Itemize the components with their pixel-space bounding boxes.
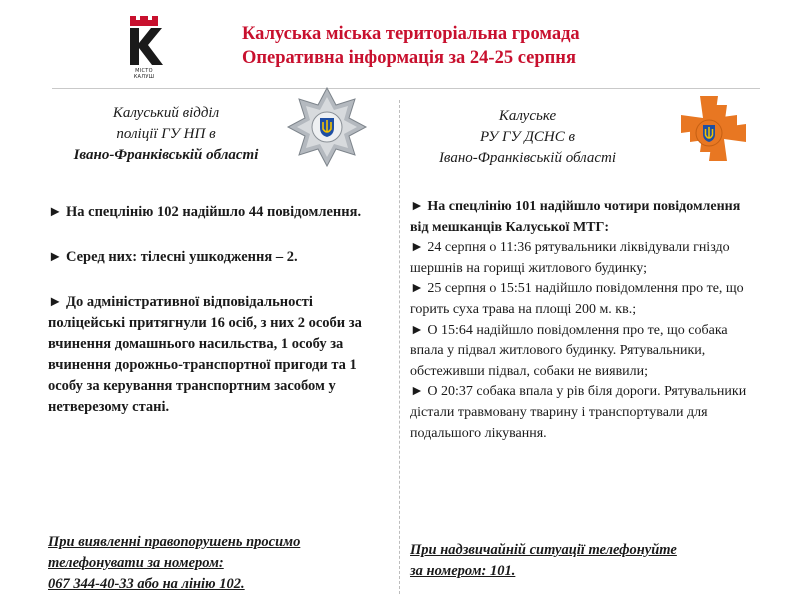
police-item: ► На спецлінію 102 надійшло 44 повідомлення. <box>48 204 362 220</box>
logo-caption <box>120 68 168 80</box>
header-divider <box>52 88 760 89</box>
dsns-item: ► О 15:64 надійшло повідомлення про те, що собака впала у підвал житлового будинку. Рятувальники, обстеживши підвал, собаки не виявили; <box>410 322 728 379</box>
dsns-heading-line2: РУ ГУ ДСНС в <box>480 129 575 145</box>
police-heading-line2: поліції ГУ НП в <box>116 126 216 142</box>
dsns-item: ► 24 серпня о 11:36 рятувальники ліквідували гніздо шершнів на горищі житлового будинку; <box>410 240 730 276</box>
dsns-footer-line1: При надзвичайній ситуації телефонуйте <box>410 542 677 558</box>
kalush-logo-icon <box>120 10 168 80</box>
dsns-item: ► О 20:37 собака впала у рів біля дороги. Рятувальники дістали травмовану тварину і транспортували для подальшого лікування. <box>410 384 747 441</box>
dsns-contact-note <box>410 540 755 582</box>
dsns-item: ► На спецлінію 101 надійшло чотири повідомлення від мешканців Калуської МТГ: <box>410 199 741 235</box>
dsns-report <box>410 197 755 444</box>
logo-caption-line2: КАЛУШ <box>133 74 155 80</box>
kalush-logo-mark <box>120 16 168 70</box>
police-phone[interactable]: 067 344-40-33 або на лінію 102. <box>48 576 245 592</box>
column-divider <box>399 100 400 594</box>
logo-caption-line1: МІСТО <box>135 68 153 74</box>
dsns-heading-line1: Калуське <box>498 108 557 124</box>
police-heading-line3: Івано-Франківській області <box>73 147 259 163</box>
header-subtitle: Оперативна інформація за 24-25 серпня <box>242 48 576 68</box>
page-header <box>242 22 762 70</box>
dsns-department-heading <box>405 106 650 169</box>
police-item: ► До адміністративної відповідальності поліцейські притягнули 16 осіб, з них 2 особи за вчинення домашнього насильства, 1 особу за вчинення дорожньо-транспортної пригоди та 1 особу за керування транспортним засобом у нетверезому стані. <box>48 294 362 415</box>
police-heading-line1: Калуський відділ <box>112 105 220 121</box>
police-department-heading <box>46 103 286 166</box>
dsns-phone[interactable]: за номером: 101. <box>410 563 516 579</box>
dsns-item: ► 25 серпня о 15:51 надійшло повідомлення про те, що горить суха трава на площі 200 м. кв.; <box>410 281 744 317</box>
police-footer-line1: При виявленні правопорушень просимо <box>48 534 301 550</box>
dsns-emblem-icon <box>668 92 750 174</box>
dsns-heading-line3: Івано-Франківській області <box>438 150 617 166</box>
police-contact-note <box>48 532 388 595</box>
header-title: Калуська міська територіальна громада <box>242 24 580 44</box>
police-footer-line2: телефонувати за номером: <box>48 555 224 571</box>
police-item: ► Серед них: тілесні ушкодження – 2. <box>48 249 298 265</box>
police-report <box>48 202 378 442</box>
police-emblem-icon <box>286 86 368 168</box>
